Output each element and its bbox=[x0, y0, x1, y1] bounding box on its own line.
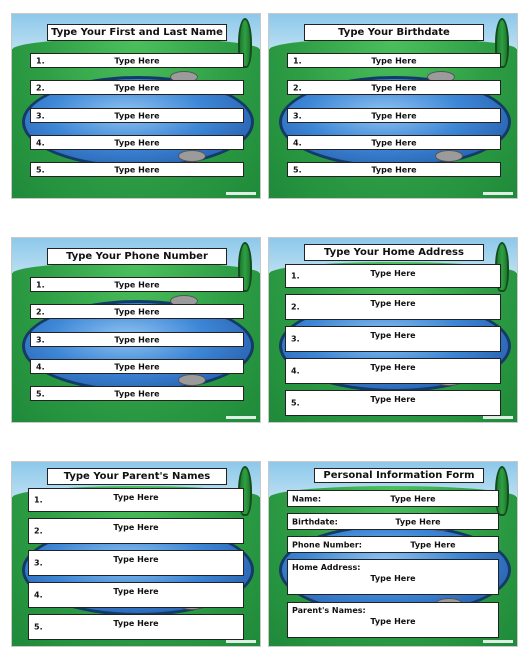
rock bbox=[435, 150, 463, 162]
entry-field[interactable]: Type Here bbox=[370, 617, 416, 626]
entry-row[interactable] bbox=[30, 162, 244, 177]
entry-row[interactable] bbox=[285, 390, 501, 416]
row-number: 5. bbox=[36, 165, 45, 174]
row-number: 5. bbox=[36, 389, 45, 398]
entry-row[interactable] bbox=[30, 108, 244, 123]
credit-mark bbox=[483, 640, 513, 643]
entry-field[interactable]: Type Here bbox=[113, 493, 159, 502]
entry-field[interactable]: Type Here bbox=[370, 395, 416, 404]
row-number: 4. bbox=[291, 366, 300, 376]
row-number: 4. bbox=[34, 590, 43, 600]
row-number: 4. bbox=[36, 138, 45, 147]
entry-field[interactable]: Type Here bbox=[114, 56, 160, 65]
entry-field[interactable]: Type Here bbox=[114, 389, 160, 398]
slide-home-address bbox=[268, 237, 518, 423]
entry-field[interactable]: Type Here bbox=[114, 165, 160, 174]
entry-row[interactable] bbox=[287, 53, 501, 68]
entry-field[interactable]: Type Here bbox=[371, 56, 417, 65]
entry-field[interactable]: Type Here bbox=[410, 540, 456, 549]
entry-field[interactable]: Type Here bbox=[395, 517, 441, 526]
slide-title: Personal Information Form bbox=[314, 468, 484, 483]
entry-field[interactable]: Type Here bbox=[371, 111, 417, 120]
entry-field[interactable]: Type Here bbox=[113, 587, 159, 596]
rock bbox=[178, 150, 206, 162]
home-address-row[interactable] bbox=[287, 559, 499, 595]
entry-row[interactable] bbox=[287, 80, 501, 95]
entry-row[interactable] bbox=[30, 135, 244, 150]
row-number: 3. bbox=[293, 111, 302, 120]
row-number: 3. bbox=[34, 558, 43, 568]
slide-personal-information-form bbox=[268, 461, 518, 647]
entry-field[interactable]: Type Here bbox=[114, 280, 160, 289]
entry-row[interactable] bbox=[28, 518, 244, 544]
field-label: Name: bbox=[292, 494, 322, 503]
row-number: 3. bbox=[36, 111, 45, 120]
slide-title: Type Your Home Address bbox=[304, 244, 484, 261]
row-number: 1. bbox=[293, 56, 302, 65]
row-number: 2. bbox=[291, 302, 300, 312]
entry-row[interactable] bbox=[28, 614, 244, 640]
entry-row[interactable] bbox=[285, 264, 501, 288]
entry-field[interactable]: Type Here bbox=[371, 138, 417, 147]
entry-field[interactable]: Type Here bbox=[114, 138, 160, 147]
field-label: Birthdate: bbox=[292, 517, 338, 526]
credit-mark bbox=[226, 416, 256, 419]
entry-row[interactable] bbox=[287, 135, 501, 150]
entry-field[interactable]: Type Here bbox=[390, 494, 436, 503]
entry-field[interactable]: Type Here bbox=[370, 574, 416, 583]
slide-phone-number bbox=[11, 237, 261, 423]
row-number: 3. bbox=[36, 335, 45, 344]
entry-field[interactable]: Type Here bbox=[114, 83, 160, 92]
entry-field[interactable]: Type Here bbox=[113, 555, 159, 564]
entry-field[interactable]: Type Here bbox=[370, 331, 416, 340]
row-number: 5. bbox=[291, 398, 300, 408]
row-number: 1. bbox=[34, 495, 43, 505]
birthdate-row[interactable] bbox=[287, 513, 499, 530]
slide-title: Type Your Birthdate bbox=[304, 24, 484, 41]
entry-field[interactable]: Type Here bbox=[113, 619, 159, 628]
slide-birthdate bbox=[268, 13, 518, 199]
entry-field[interactable]: Type Here bbox=[371, 83, 417, 92]
row-number: 5. bbox=[34, 622, 43, 632]
field-label: Home Address: bbox=[292, 563, 361, 572]
row-number: 1. bbox=[36, 280, 45, 289]
slide-title: Type Your First and Last Name bbox=[47, 24, 227, 41]
field-label: Phone Number: bbox=[292, 540, 362, 549]
entry-field[interactable]: Type Here bbox=[370, 363, 416, 372]
row-number: 4. bbox=[293, 138, 302, 147]
slide-title: Type Your Parent's Names bbox=[47, 468, 227, 485]
entry-row[interactable] bbox=[28, 582, 244, 608]
entry-row[interactable] bbox=[287, 162, 501, 177]
row-number: 5. bbox=[293, 165, 302, 174]
row-number: 2. bbox=[36, 83, 45, 92]
credit-mark bbox=[226, 192, 256, 195]
entry-row[interactable] bbox=[30, 386, 244, 401]
entry-row[interactable] bbox=[285, 358, 501, 384]
name-row[interactable] bbox=[287, 490, 499, 507]
entry-row[interactable] bbox=[30, 277, 244, 292]
entry-field[interactable]: Type Here bbox=[113, 523, 159, 532]
row-number: 2. bbox=[293, 83, 302, 92]
entry-field[interactable]: Type Here bbox=[370, 299, 416, 308]
credit-mark bbox=[483, 192, 513, 195]
entry-row[interactable] bbox=[30, 332, 244, 347]
field-label: Parent's Names: bbox=[292, 606, 366, 615]
entry-row[interactable] bbox=[30, 359, 244, 374]
entry-row[interactable] bbox=[287, 108, 501, 123]
entry-field[interactable]: Type Here bbox=[114, 362, 160, 371]
credit-mark bbox=[483, 416, 513, 419]
row-number: 2. bbox=[34, 526, 43, 536]
slide-title: Type Your Phone Number bbox=[47, 248, 227, 265]
row-number: 3. bbox=[291, 334, 300, 344]
entry-row[interactable] bbox=[285, 326, 501, 352]
slide-parents-names bbox=[11, 461, 261, 647]
entry-field[interactable]: Type Here bbox=[114, 335, 160, 344]
entry-row[interactable] bbox=[30, 304, 244, 319]
entry-row[interactable] bbox=[30, 53, 244, 68]
entry-field[interactable]: Type Here bbox=[114, 307, 160, 316]
row-number: 2. bbox=[36, 307, 45, 316]
rock bbox=[178, 374, 206, 386]
parents-names-row[interactable] bbox=[287, 602, 499, 638]
entry-field[interactable]: Type Here bbox=[371, 165, 417, 174]
entry-row[interactable] bbox=[28, 550, 244, 576]
row-number: 4. bbox=[36, 362, 45, 371]
entry-field[interactable]: Type Here bbox=[114, 111, 160, 120]
entry-field[interactable]: Type Here bbox=[370, 269, 416, 278]
entry-row[interactable] bbox=[30, 80, 244, 95]
row-number: 1. bbox=[291, 271, 300, 281]
slide-first-last-name bbox=[11, 13, 261, 199]
credit-mark bbox=[226, 640, 256, 643]
row-number: 1. bbox=[36, 56, 45, 65]
entry-row[interactable] bbox=[285, 294, 501, 320]
entry-row[interactable] bbox=[28, 488, 244, 512]
phone-number-row[interactable] bbox=[287, 536, 499, 553]
